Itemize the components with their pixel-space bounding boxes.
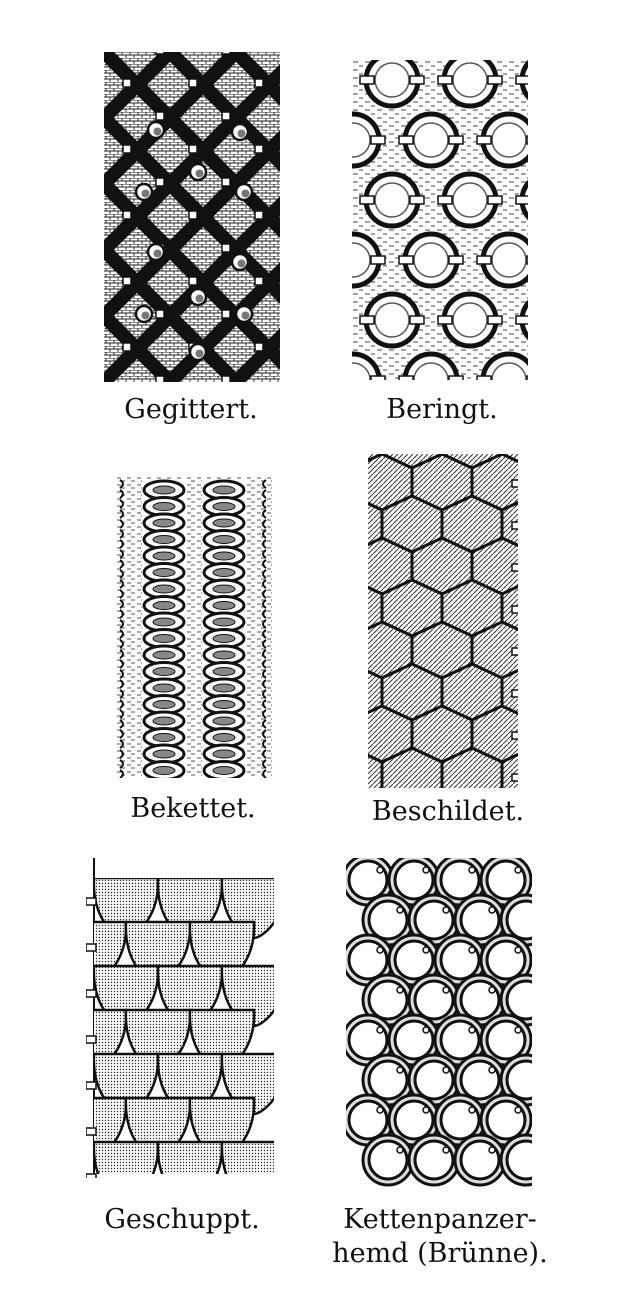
lattice-rivet (255, 277, 263, 285)
mail-rivet (443, 907, 449, 913)
ring-clasp (488, 316, 502, 324)
scale-plate (94, 1142, 158, 1178)
mail-rivet (377, 867, 383, 873)
lattice-rivet (255, 343, 263, 351)
lattice-rivet (123, 211, 131, 219)
ring-clasp (449, 376, 463, 380)
lattice-rivet (156, 178, 164, 186)
mail-rivet (489, 1067, 495, 1073)
mail-rivet (489, 987, 495, 993)
scale-rivet (86, 1082, 96, 1089)
lattice-rivet (123, 343, 131, 351)
caption-gegittert: Gegittert. (124, 394, 258, 425)
mail-rivet (443, 1147, 449, 1153)
mail-rivet (423, 867, 429, 873)
mail-rivet (397, 907, 403, 913)
shield-rivet (512, 564, 522, 571)
mail-rivet (397, 1147, 403, 1153)
shield-rivet (512, 522, 522, 529)
lattice-rivet (255, 79, 263, 87)
beringt-pattern (352, 60, 528, 380)
ring-clasp (360, 196, 374, 204)
ring-clasp (399, 136, 413, 144)
ring-clasp (399, 376, 413, 380)
kettenpanzerhemd-illustration (346, 858, 532, 1188)
ring-clasp (371, 256, 385, 264)
lattice-rivet (189, 277, 197, 285)
shield-rivet (512, 606, 522, 613)
lattice-rivet (123, 277, 131, 285)
mail-rivet (397, 1067, 403, 1073)
ring-clasp (488, 76, 502, 84)
mail-rivet (489, 907, 495, 913)
lattice-rivet (156, 376, 164, 382)
shield-rivet (512, 648, 522, 655)
ring-clasp (438, 316, 452, 324)
lattice-rivet (123, 79, 131, 87)
gegittert-illustration (104, 52, 280, 382)
lattice-rivet (255, 211, 263, 219)
lattice-rivet (189, 79, 197, 87)
shield-rivet (512, 480, 522, 487)
lattice-rivet (189, 145, 197, 153)
mail-rivet (469, 1107, 475, 1113)
lattice-rivet (189, 211, 197, 219)
caption-geschuppt: Geschuppt. (104, 1204, 260, 1235)
ring-clasp (527, 256, 528, 264)
gegittert-pattern (104, 52, 280, 382)
mail-rivet (423, 1107, 429, 1113)
mail-rivet (377, 1027, 383, 1033)
ring-clasp (438, 76, 452, 84)
ring-clasp (371, 136, 385, 144)
lattice-rivet (222, 52, 230, 54)
caption-bekettet: Bekettet. (130, 793, 256, 824)
mail-rivet (443, 1067, 449, 1073)
mail-rivet (423, 1027, 429, 1033)
mail-rivet (515, 1027, 521, 1033)
geschuppt-pattern (86, 858, 276, 1178)
geschuppt-illustration (86, 858, 276, 1178)
kettenpanzerhemd-pattern (346, 858, 532, 1188)
lattice-rivet (156, 52, 164, 54)
mail-rivet (469, 867, 475, 873)
lattice-rivet (156, 310, 164, 318)
ring-clasp (360, 76, 374, 84)
scale-rivet (86, 944, 96, 951)
mail-rivet (423, 947, 429, 953)
scale-rivet (86, 990, 96, 997)
bekettet-illustration (116, 476, 272, 778)
mail-rivet (397, 987, 403, 993)
scale-plate (158, 1142, 222, 1178)
ring-clasp (449, 136, 463, 144)
lattice-rivet (222, 310, 230, 318)
bekettet-pattern (116, 476, 272, 778)
mail-rivet (469, 947, 475, 953)
ring-clasp (477, 136, 491, 144)
ring-clasp (488, 196, 502, 204)
caption-kettenpanzerhemd-line2: hemd (Brünne). (332, 1238, 548, 1269)
ring-clasp (399, 256, 413, 264)
caption-beschildet: Beschildet. (371, 796, 525, 827)
scale-rivet (86, 1128, 96, 1135)
scale-plate (222, 1142, 276, 1178)
ring-clasp (527, 136, 528, 144)
beschildet-pattern (368, 454, 526, 788)
ring-clasp (360, 316, 374, 324)
beringt-illustration (352, 60, 528, 380)
lattice-rivet (222, 244, 230, 252)
mail-rivet (515, 947, 521, 953)
ring-clasp (449, 256, 463, 264)
lattice-rivet (222, 178, 230, 186)
caption-kettenpanzerhemd-line1: Kettenpanzer- (343, 1204, 537, 1235)
shield-rivet (512, 774, 522, 781)
beschildet-illustration (368, 454, 526, 788)
ring-clasp (516, 76, 528, 84)
ring-clasp (438, 196, 452, 204)
shield-rivet (512, 732, 522, 739)
mail-rivet (469, 1027, 475, 1033)
lattice-rivet (255, 145, 263, 153)
ring-clasp (410, 76, 424, 84)
scale-rivet (86, 1174, 96, 1178)
mail-rivet (489, 1147, 495, 1153)
lattice-rivet (222, 376, 230, 382)
mail-rivet (515, 1107, 521, 1113)
ring-clasp (410, 196, 424, 204)
mail-rivet (377, 1107, 383, 1113)
scale-rivet (86, 898, 96, 905)
ring-clasp (516, 316, 528, 324)
ring-clasp (477, 376, 491, 380)
mail-rivet (377, 947, 383, 953)
mail-rivet (515, 867, 521, 873)
ring-clasp (477, 256, 491, 264)
ring-clasp (371, 376, 385, 380)
lattice-rivet (156, 112, 164, 120)
mail-rivet (443, 987, 449, 993)
lattice-rivet (123, 145, 131, 153)
lattice-rivet (222, 112, 230, 120)
ring-clasp (527, 376, 528, 380)
scale-rivet (86, 1036, 96, 1043)
ring-clasp (516, 196, 528, 204)
ring-clasp (410, 316, 424, 324)
shield-rivet (512, 690, 522, 697)
mail-ring (504, 1138, 532, 1182)
caption-beringt: Beringt. (386, 394, 498, 425)
